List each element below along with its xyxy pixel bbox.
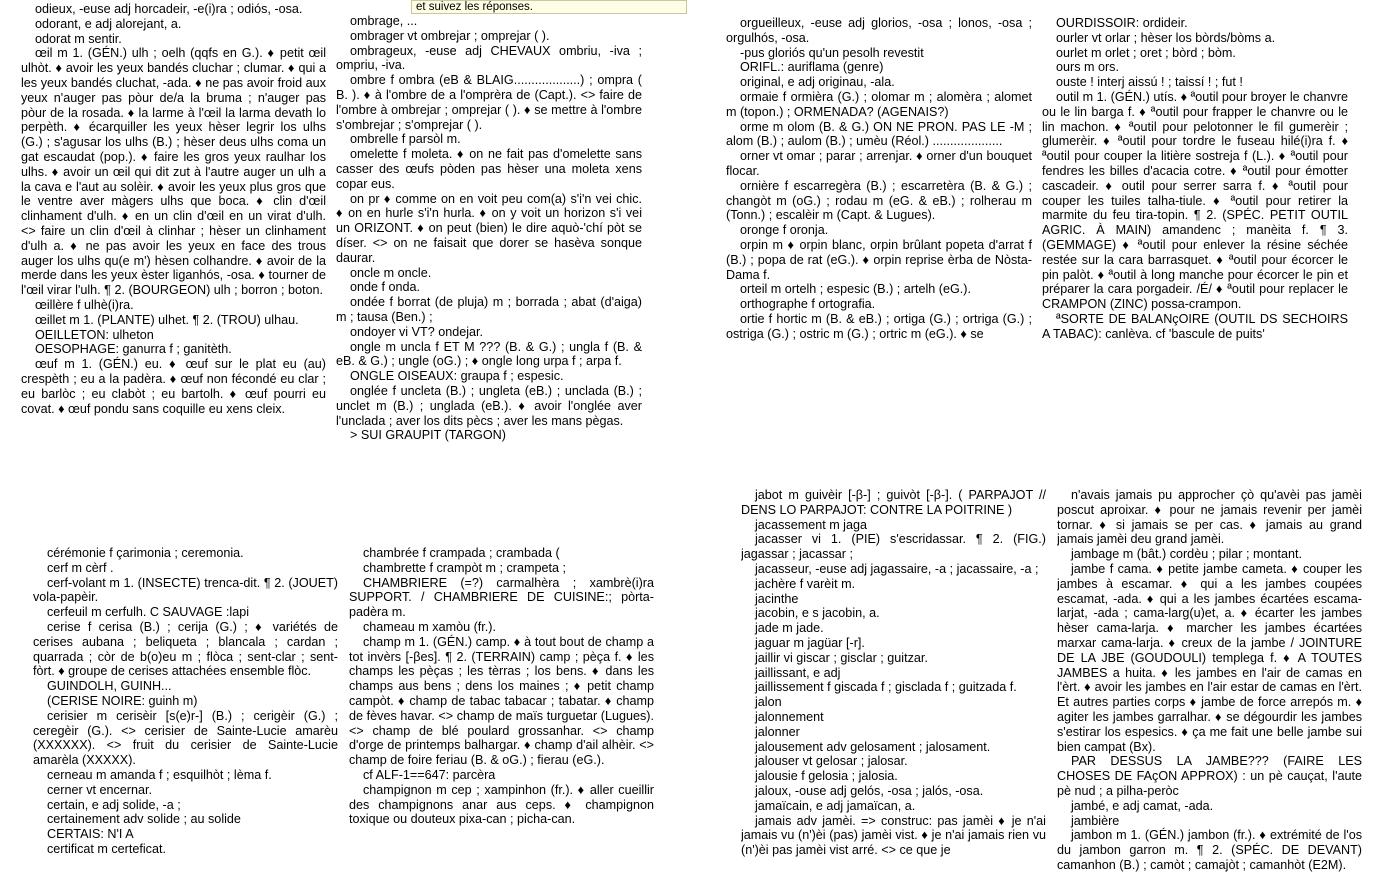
- dictionary-entry: orgueilleux, -euse adj glorios, -osa ; lonos, -osa ; orgulhós, -osa.: [726, 16, 1032, 45]
- dictionary-entry: ongle m uncla f ET M ??? (B. & G.) ; ungla f (B. & eB. & G.) ; ungle (oG.) ; ♦ ongle long urpa f ; arpa f.: [336, 339, 642, 369]
- column-6: [349, 546, 654, 862]
- dictionary-entry: jalousement adv gelosament ; jalosament.: [755, 739, 991, 754]
- dictionary-entry: jamaïcain, e adj jamaïcan, a.: [755, 798, 916, 813]
- dictionary-entry: jade m jade.: [755, 621, 824, 636]
- dictionary-entry: odorat m sentir.: [35, 31, 122, 46]
- dictionary-entry: jacassement m jaga: [755, 517, 867, 532]
- dictionary-entry: jambière: [1071, 813, 1120, 828]
- dictionary-entry: > SUI GRAUPIT (TARGON): [350, 428, 506, 443]
- dictionary-entry: ours m ors.: [1056, 60, 1119, 75]
- dictionary-entry: cerise f cerisa (B.) ; cerija (G.) ; ♦ variétés de cerises aubana ; beliqueta ; blancala ; cardan ; quarrada ; còr de b(o)eu m ; flòca ; sent-clar ; sent-fòrt. ♦ groupe de cerises attachées ensemble flòc.: [33, 619, 338, 679]
- dictionary-entry: jacasser vi 1. (PIE) s'escridassar. ¶ 2. (FIG.) jagassar ; jacassar ;: [741, 532, 1046, 562]
- dictionary-entry: champignon m cep ; xampinhon (fr.). ♦ aller cueillir des champignons anar aus ceps. ♦ champignon toxique ou douteux pixa-can ; picha-can.: [349, 782, 654, 827]
- dictionary-entry: orteil m ortelh ; espesic (B.) ; artelh (eG.).: [740, 282, 971, 297]
- dictionary-entry: ONGLE OISEAUX: graupa f ; espesic.: [350, 369, 564, 384]
- dictionary-entry: cerner vt encernar.: [47, 782, 152, 797]
- dictionary-entry: chambrette f crampòt m ; crampeta ;: [363, 560, 566, 575]
- dictionary-entry: jalonnement: [755, 709, 824, 724]
- column-2: [336, 14, 642, 474]
- dictionary-entry: jalousie f gelosia ; jalosia.: [755, 769, 898, 784]
- dictionary-entry: œuf m 1. (GÉN.) eu. ♦ œuf sur le plat eu (au) crespèth ; eu a la padèra. ♦ œuf non fécondé eu clar ; eu barlòc ; eu clabòt ; eu bartolh. ♦ œuf pourri eu covat. ♦ œuf pondu sans coquille eu xens cleix.: [21, 357, 326, 416]
- dictionary-entry: certainement adv solide ; au solide: [47, 812, 241, 827]
- dictionary-entry: orner vt omar ; parar ; arrenjar. ♦ orner d'un bouquet flocar.: [726, 149, 1032, 178]
- dictionary-entry: œillère f ulhè(i)ra.: [35, 297, 134, 312]
- dictionary-entry: GUINDOLH, GUINH...: [47, 679, 172, 694]
- dictionary-entry: jambe f cama. ♦ petite jambe cameta. ♦ couper les jambes à escamar. ♦ qui a les jambes coupées escamat, -ada. ♦ qui a les jambes écartées escama-larjat, -ada ; cama-larg(u)et, a. ♦ écarter les jambes hèser cama-larja. ♦ marcher les jambes écartées marxar cama-larja. ♦ creux de la jambe / JOINTURE DE LA JBE (GOUDOULI) templega f. ♦ A TOUTES JAMBES a huita. ♦ les jambes en l'air de camas en l'èrt. ♦ avoir les jambes en l'air estar de camas en l'èrt. Et autres parties corps ♦ jambe de force arrepós m. ♦ agiter les jambes garralhar. ♦ se dégourdir les jambes s'estirar los espesics. ♦ ça me fait une belle jambe sui bien campat (Bx).: [1057, 561, 1362, 754]
- tooltip: et suivez les réponses.: [411, 0, 687, 14]
- dictionary-entry: ombrageux, -euse adj CHEVAUX ombriu, -iva ; ompriu, -iva.: [336, 43, 642, 73]
- dictionary-entry: OURDISSOIR: ordideir.: [1056, 16, 1188, 30]
- dictionary-entry: ouste ! interj aissú ! ; taissí ! ; fut !: [1056, 75, 1243, 90]
- dictionary-entry: jacinthe: [755, 591, 799, 606]
- dictionary-entry: omelette f moleta. ♦ on ne fait pas d'omelette sans casser des œufs pòden pas hèser una moleta xens copar eus.: [336, 147, 642, 191]
- dictionary-entry: jalonner: [755, 724, 800, 739]
- dictionary-entry: cérémonie f çarimonia ; ceremonia.: [47, 546, 244, 560]
- dictionary-entry: onglée f uncleta (B.) ; ungleta (eB.) ; unclada (B.) ; unclet m (B.) ; unglada (eB.). ♦ avoir l'onglée aver l'unclada ; aver los dits pècs ; aver les mans pègas.: [336, 383, 642, 428]
- dictionary-entry: n'avais jamais pu approcher çò qu'avèi pas jamèi poscut aproixar. ♦ pour ne jamais revenir per jamèi tornar. ♦ si jamais se per cas. ♦ jamais au grand jamais jamèi deu grand jamèi.: [1057, 488, 1362, 547]
- dictionary-entry: OESOPHAGE: ganurra f ; ganitèth.: [35, 342, 232, 357]
- column-5: [33, 546, 338, 862]
- dictionary-entry: jaillissement f giscada f ; gisclada f ; guitzada f.: [755, 680, 1017, 695]
- dictionary-entry: jabot m guivèir [-β-] ; guivòt [-β-]. ( PARPAJOT // DENS LO PARPAJOT: CONTRE LA POITRINE ): [741, 488, 1046, 517]
- dictionary-entry: cf ALF-1==647: parcèra: [363, 767, 496, 782]
- dictionary-entry: œillet m 1. (PLANTE) ulhet. ¶ 2. (TROU) ulhau.: [35, 312, 299, 327]
- dictionary-entry: champ m 1. (GÉN.) camp. ♦ à tout bout de champ a tot invèrs [-βes]. ¶ 2. (TERRAIN) camp ; pèça f. ♦ les champs les pèças ; les tèrras ; los bens. ♦ dans les champs aus bens ; dens los maines ; ♦ petit champ campòt. ♦ champ de tabac tabacar ; tabatar. ♦ champ de fèves havar. <> champ de maïs turguetar (Lugues). <> champ de blé poulard grossanhar. <> champ d'orge de printemps balhargar. ♦ champ d'ail alhèir. <> champ de foire feriau (B. & oG.) ; fierau (eG.).: [349, 634, 654, 768]
- dictionary-entry: jambage m (bât.) cordèu ; pilar ; montant.: [1071, 547, 1302, 562]
- dictionary-entry: ombre f ombra (eB & BLAIG...................) ; ompra ( B. ). ♦ à l'ombre de a l'omprèra de (Capt.). <> faire de l'ombre à ombrejar ; omprejar ( ). ♦ se mettre à l'ombre s'ombrejar ; s'omprejar ( ).: [336, 73, 642, 132]
- dictionary-entry: chameau m xamòu (fr.).: [363, 619, 496, 634]
- dictionary-entry: ondoyer vi VT? ondejar.: [350, 324, 484, 339]
- column-4: [1042, 16, 1348, 358]
- dictionary-entry: ourler vt orlar ; hèser los bòrds/bòms a.: [1056, 30, 1276, 45]
- dictionary-entry: jaillir vi giscar ; gisclar ; guitzar.: [755, 650, 928, 665]
- dictionary-entry: odieux, -euse adj horcadeir, -e(i)ra ; odiós, -osa.: [35, 2, 303, 16]
- dictionary-entry: (CERISE NOIRE: guinh m): [47, 693, 198, 708]
- dictionary-entry: jaguar m jagüar [-r].: [755, 635, 865, 650]
- dictionary-entry: odorant, e adj alorejant, a.: [35, 16, 182, 31]
- dictionary-entry: orpin m ♦ orpin blanc, orpin brûlant popeta d'arrat f (B.) ; popa de rat (eG.). ♦ orpin reprise èrba de Nòsta-Dama f.: [726, 237, 1032, 282]
- dictionary-entry: cerisier m cerisèir [s(e)r-] (B.) ; cerigèir (G.) ; ceregèir (G.). <> cerisier de Sainte-Lucie amarèu (XXXXXX). <> fruit du cerisier de Sainte-Lucie amarèla (XXXXX).: [33, 708, 338, 768]
- dictionary-entry: CHAMBRIERE (=?) carmalhèra ; xambrè(i)ra SUPPORT. / CHAMBRIERE DE CUISINE:; pòrta-padèra m.: [349, 575, 654, 620]
- column-1: [21, 2, 326, 464]
- dictionary-entry: jaillissant, e adj: [755, 665, 841, 680]
- dictionary-entry: ortie f hortic m (B. & eB.) ; ortiga (G.) ; ortriga (G.) ; ostriga (G.) ; ostric m (G.) ; ortric m (eG.). ♦ se: [726, 311, 1032, 341]
- dictionary-entry: ondée f borrat (de pluja) m ; borrada ; abat (d'aiga) m ; tausa (Ben.) ;: [336, 295, 642, 324]
- dictionary-entry: onde f onda.: [350, 280, 421, 295]
- dictionary-entry: OEILLETON: ulheton: [35, 327, 154, 342]
- dictionary-entry: original, e adj originau, -ala.: [740, 75, 895, 90]
- dictionary-entry: orme m olom (B. & G.) ON NE PRON. PAS LE -M ; alom (B.) ; aulom (B.) ; umèu (Réol.) ....................: [726, 119, 1032, 149]
- dictionary-entry: certificat m certeficat.: [47, 841, 166, 856]
- dictionary-entry: jambé, e adj camat, -ada.: [1071, 798, 1214, 813]
- dictionary-entry: outil m 1. (GÉN.) utís. ♦ ªoutil pour broyer le chanvre ou le lin barga f. ♦ ªoutil pour frapper le chanvre ou le lin machon. ♦ ªoutil pour pelotonner le fil gumerèir ; glumerèir. ♦ ªoutil pour tordre le fuseau hilé(i)ra f. ♦ ªoutil pour couper la litière sostreja f (L.). ♦ ªoutil pour fendres les billes d'acacia cotre. ♦ ªoutil pour émotter cascadeir. ♦ outil pour serrer sarra f. ♦ ªoutil pour couper les tuiles talha-tiule. ♦ ªoutil pour retirer la marmite du feu tira-topin. ¶ 2. (SPÉC. PETIT OUTIL AGRIC. À MAIN) amandenc ; manèita f. ¶ 3. (GEMMAGE) ♦ ªoutil pour enlever la résine séchée restée sur la cara barrasquet. ♦ ªoutil pour écorcer le pin palòt. ♦ ªoutil à long manche pour écorcer le pin et préparer la cara porgadeir. /É/ ♦ ªoutil pour replacer le CRAMPON (ZINC) possa-crampon.: [1042, 89, 1348, 312]
- dictionary-entry: ormaie f ormièra (G.) ; olomar m ; alomèra ; alomet m (topon.) ; ORMENADA? (AGENAIS?): [726, 89, 1032, 119]
- dictionary-entry: cerneau m amanda f ; esquilhòt ; lèma f.: [47, 767, 272, 782]
- dictionary-entry: on pr ♦ comme on en voit peu com(a) s'i'n vei chic. ♦ on en hurle s'i'n hurla. ♦ on y voit un horizon s'i vei un ORIZONT. ♦ on peut (bien) le dire aquò-'chí pòt se díser. <> on ne faisait que dorer se hasèva sonque daurar.: [336, 191, 642, 265]
- dictionary-entry: ombrage, ...: [350, 14, 418, 28]
- dictionary-entry: -pus gloriós qu'un pesolh revestit: [740, 45, 924, 60]
- dictionary-entry: ombrager vt ombrejar ; omprejar ( ).: [350, 28, 550, 43]
- dictionary-entry: œil m 1. (GÉN.) ulh ; oelh (qqfs en G.). ♦ petit œil ulhòt. ♦ avoir les yeux bandés cluchar ; clumar. ♦ qui a les yeux bandés cluchat, -ada. ♦ ne pas avoir froid aux yeux n'auger pas pòur de/a la bruma ; n'auger pas pòur de la rosada. ♦ la larme à l'œil la larma devath lo perpèth. ♦ écarquiller les yeux hèser legrir los ulhs (G.) ; s'agusar los ulhs (B.) ; hèser deus ulhs coma un gat escaudat (pop.). ♦ faire les gros yeux raulhar los ulhs. ♦ avoir un œil qui dit zut à l'autre auger un ulh a la cava e l'aut au solèir. ♦ avoir les yeux plus gros que le ventre aver màgers ulhs que boca. ♦ clin d'œil clinhament d'ulh. ♦ en un clin d'œil en un virat d'ulh. <> faire un clin d'œil à clinhar ; hèser un clinhament d'ulh a. ♦ ne pas avoir les yeux en face des trous auger los ulhs qu(e m') hèsen colhandre. ♦ avoir de la merde dans les yeux èster liganhós, -osa. ♦ tourner de l'œil virar l'ulh. ¶ 2. (BOURGEON) ulh ; borron ; boton.: [21, 46, 326, 298]
- dictionary-entry: cerf-volant m 1. (INSECTE) trenca-dit. ¶ 2. (JOUET) vola-papèir.: [33, 575, 338, 605]
- dictionary-entry: CERTAIS: N'I A: [47, 827, 134, 842]
- dictionary-entry: ornière f escarregèra (B.) ; escarretèra (B. & G.) ; changòt m (oG.) ; rodau m (eG. & eB.) ; rolherau m (Tonn.) ; escalèir m (Capt. & Lugues).: [726, 178, 1032, 223]
- dictionary-entry: jambon m 1. (GÉN.) jambon (fr.). ♦ extrémité de l'os du jambon garron m. ¶ 2. (SPÉC. DE DEVANT) camanhon (B.) ; camòt ; camajòt ; camanhòt (E2M).: [1057, 828, 1362, 872]
- column-8: [1057, 488, 1362, 878]
- dictionary-entry: jaloux, -ouse adj gelós, -osa ; jalós, -osa.: [755, 783, 984, 798]
- dictionary-entry: jacasseur, -euse adj jagassaire, -a ; jacassaire, -a ;: [755, 561, 1039, 576]
- dictionary-entry: oncle m oncle.: [350, 265, 432, 280]
- dictionary-entry: ombrelle f parsòl m.: [350, 132, 461, 147]
- dictionary-entry: jamais adv jamèi. => construc: pas jamèi ♦ je n'ai jamais vu (n')èi (pas) jamèi vist. ♦ je n'ai jamais rien vu (n')èi pas jamèi vist arré. <> ce que je: [741, 813, 1046, 858]
- dictionary-entry: ourlet m orlet ; oret ; bòrd ; bòm.: [1056, 45, 1236, 60]
- dictionary-entry: cerfeuil m cerfulh. C SAUVAGE :lapi: [47, 605, 250, 620]
- dictionary-entry: jalon: [755, 695, 782, 710]
- dictionary-entry: jacobin, e s jacobin, a.: [755, 606, 880, 621]
- column-3: [726, 16, 1032, 358]
- dictionary-entry: ORIFL.: auriflama (genre): [740, 60, 884, 75]
- column-7: [741, 488, 1046, 878]
- dictionary-entry: PAR DESSUS LA JAMBE??? (FAIRE LES CHOSES DE FAçON APPROX) : un pè cauçat, l'aute pè nud ; a pilha-peròc: [1057, 754, 1362, 798]
- dictionary-entry: chambrée f crampada ; crambada (: [363, 546, 560, 560]
- dictionary-entry: ªSORTE DE BALANçOIRE (OUTIL DS SECHOIRS A TABAC): canlèva. cf 'bascule de puits': [1042, 311, 1348, 341]
- dictionary-entry: orthographe f ortografia.: [740, 297, 876, 312]
- dictionary-entry: oronge f oronja.: [740, 223, 829, 238]
- dictionary-entry: cerf m cèrf .: [47, 560, 114, 575]
- dictionary-entry: certain, e adj solide, -a ;: [47, 797, 181, 812]
- dictionary-entry: jachère f varèit m.: [755, 576, 856, 591]
- dictionary-entry: jalouser vt gelosar ; jalosar.: [755, 754, 908, 769]
